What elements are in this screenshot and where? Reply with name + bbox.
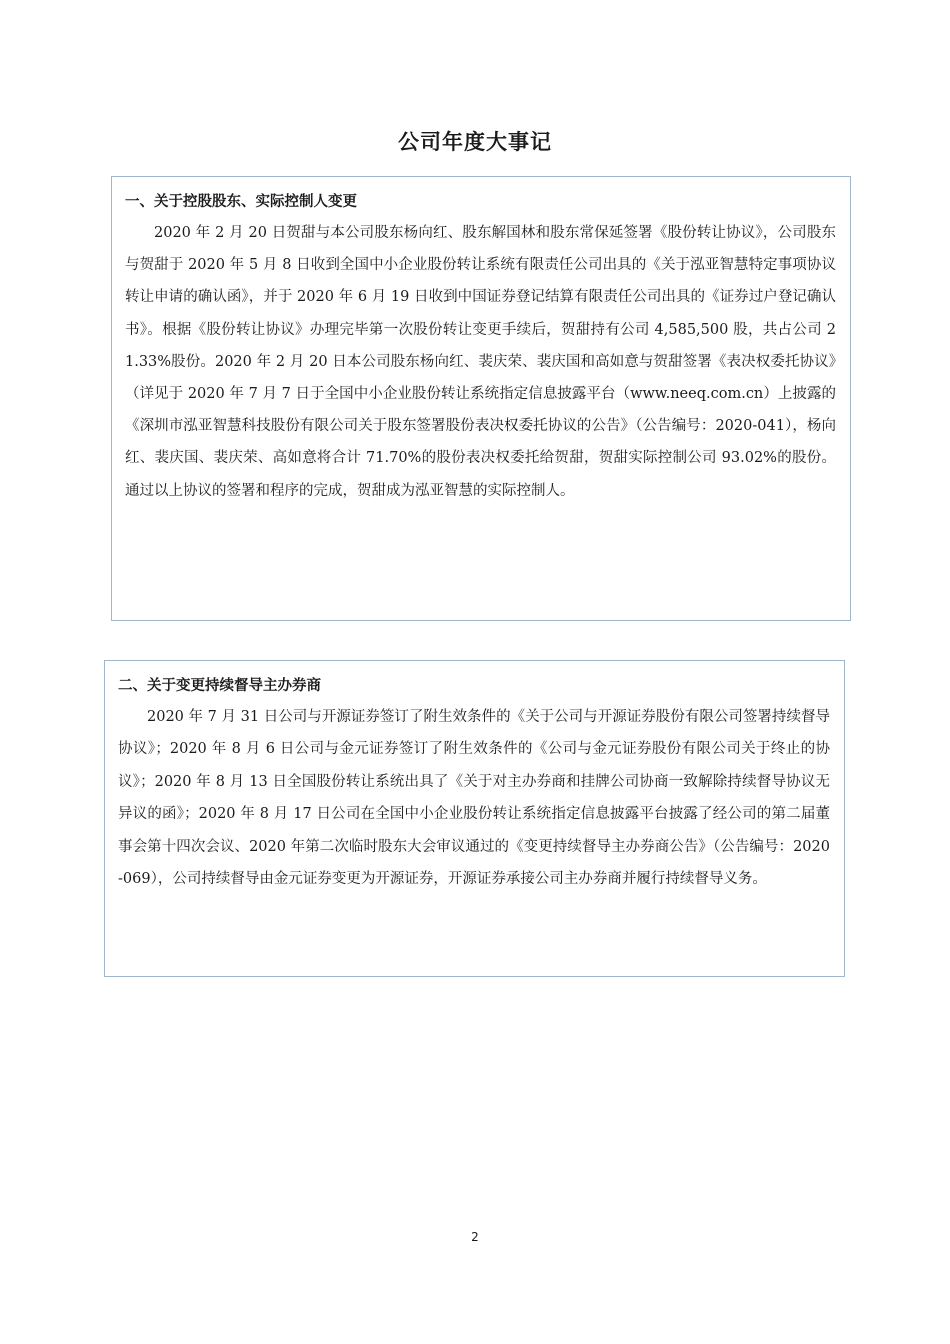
section-body: 2020 年 2 月 20 日贺甜与本公司股东杨向红、股东解国林和股东常保延签署《股份转让协议》，公司股东与贺甜于 2020 年 5 月 8 日收到全国中小企业股份转让系统有限责任公司出具的《关于泓亚智慧特定事项协议转让申请的确认函》，并于 2020 年 6 月 19 日收到中国证券登记结算有限责任公司出具的《证券过户登记确认书》。根据《股份转让协议》办理完毕第一次股份转让变更手续后，贺甜持有公司 4,585,500 股，共占公司 21.33%股份。2020 年 2 月 20 日本公司股东杨向红、裴庆荣、裴庆国和高如意与贺甜签署《表决权委托协议》（详见于 2020 年 7 月 7 日于全国中小企业股份转让系统指定信息披露平台（www.neeq.com.cn）上披露的《深圳市泓亚智慧科技股份有限公司关于股东签署股份表决权委托协议的公告》（公告编号：2020-041），杨向红、裴庆国、裴庆荣、高如意将合计 71.70%的股份表决权委托给贺甜，贺甜实际控制公司 93.02%的股份。通过以上协议的签署和程序的完成，贺甜成为泓亚智慧的实际控制人。 [125,225,836,499]
section-body: 2020 年 7 月 31 日公司与开源证券签订了附生效条件的《关于公司与开源证券股份有限公司签署持续督导协议》；2020 年 8 月 6 日公司与金元证券签订了附生效条件的《公司与金元证券股份有限公司关于终止的协议》；2020 年 8 月 13 日全国股份转让系统出具了《关于对主办券商和挂牌公司协商一致解除持续督导协议无异议的函》；2020 年 8 月 17 日公司在全国中小企业股份转让系统指定信息披露平台披露了经公司的第二届董事会第十四次会议、2020 年第二次临时股东大会审议通过的《变更持续督导主办券商公告》（公告编号：2020-069），公司持续督导由金元证券变更为开源证券，开源证券承接公司主办券商并履行持续督导义务。 [118,709,830,888]
page-title: 公司年度大事记 [398,130,552,154]
section-controlling-shareholder-change [111,176,851,621]
section-heading: 二、关于变更持续督导主办券商 [118,678,321,694]
section-heading: 一、关于控股股东、实际控制人变更 [125,194,357,210]
page-number: 2 [471,1230,479,1244]
section-sponsor-broker-change [104,660,845,977]
